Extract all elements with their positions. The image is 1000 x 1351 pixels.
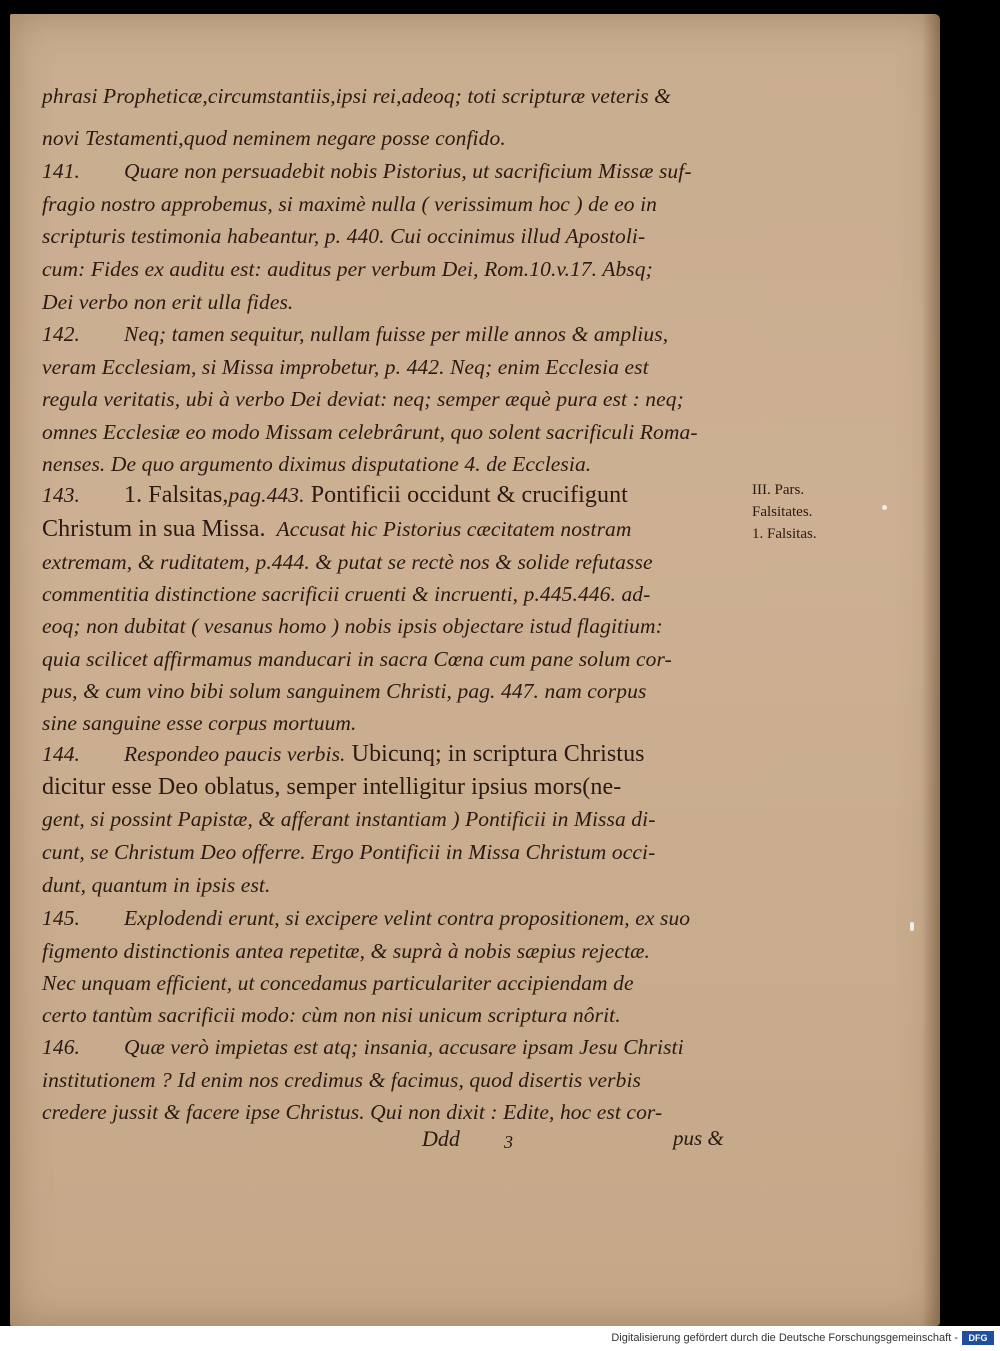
margin-note-falsitas: 1. Falsitas. (752, 526, 817, 542)
text-line: veram Ecclesiam, si Missa improbetur, p. 442. Neq; enim Ecclesia est (42, 355, 649, 379)
text-line (42, 774, 621, 801)
text-span: Explodendi erunt, si excipere velint contra propositionem, ex suo (124, 906, 691, 930)
text-line: sine sanguine esse corpus mortuum. (42, 711, 357, 735)
text-span: Quæ verò impietas est atq; insania, accusare ipsam Jesu Christi (124, 1035, 684, 1059)
text-line: Dei verbo non erit ulla fides. (42, 290, 294, 314)
dust-speck (882, 505, 887, 510)
paragraph-number: 141. (42, 159, 81, 183)
catchword: pus & (673, 1126, 724, 1150)
dfg-logo: DFG (962, 1331, 994, 1345)
text-line: Nec unquam efficient, ut concedamus particulariter accipiendam de (42, 971, 634, 995)
text-span: pag.443. (228, 483, 305, 507)
text-span: Respondeo paucis verbis. (124, 742, 346, 766)
text-line: certo tantùm sacrificii modo: cùm non nisi unicum scriptura nôrit. (42, 1003, 621, 1027)
paragraph-number: 144. (42, 742, 81, 766)
text-line: institutionem ? Id enim nos credimus & facimus, quod disertis verbis (42, 1068, 642, 1092)
text-line: quia scilicet affirmamus manducari in sacra Cœna cum pane solum cor- (42, 647, 672, 671)
paragraph-number: 146. (42, 1035, 81, 1059)
text-line: eoq; non dubitat ( vesanus homo ) nobis ipsis objectare istud flagitium: (42, 614, 663, 638)
text-line (42, 516, 632, 543)
text-line: novi Testamenti,quod neminem negare posse confido. (42, 126, 506, 150)
text-line: nenses. De quo argumento diximus disputatione 4. de Ecclesia. (42, 452, 592, 476)
paragraph-142-line (42, 322, 668, 347)
text-span: Neq; tamen sequitur, nullam fuisse per mille annos & amplius, (124, 322, 669, 346)
text-line: figmento distinctionis antea repetitæ, & suprà à nobis sæpius rejectæ. (42, 939, 650, 963)
roman-span: dicitur esse Deo oblatus, semper intelligitur ipsius mors(ne- (42, 774, 622, 800)
signature-number: 3 (504, 1132, 513, 1152)
text-line: cunt, se Christum Deo offerre. Ergo Pontificii in Missa Christum occi- (42, 840, 656, 864)
paragraph-number: 143. (42, 483, 81, 507)
signature-mark: Ddd (422, 1126, 460, 1151)
paragraph-146-line (42, 1035, 684, 1060)
text-line: regula veritatis, ubi à verbo Dei deviat: neq; semper æquè pura est : neq; (42, 387, 684, 411)
roman-span: Ubicunq; in scriptura Christus (345, 741, 645, 767)
text-line: fragio nostro approbemus, si maximè nulla ( verissimum hoc ) de eo in (42, 192, 658, 216)
text-line: commentitia distinctione sacrificii cruenti & incruenti, p.445.446. ad- (42, 582, 651, 606)
paragraph-141-line (42, 159, 692, 184)
text-span: Accusat hic Pistorius cæcitatem nostram (276, 517, 632, 541)
text-line: scripturis testimonia habeantur, p. 440. Cui occinimus illud Apostoli- (42, 224, 646, 248)
margin-note-pars: III. Pars. (752, 482, 805, 498)
text-line: credere jussit & facere ipse Christus. Qui non dixit : Edite, hoc est cor- (42, 1100, 663, 1124)
dust-speck (910, 922, 914, 931)
margin-note-falsitates: Falsitates. (752, 504, 813, 520)
text-line: extremam, & ruditatem, p.444. & putat se rectè nos & solide refutasse (42, 550, 653, 574)
text-line: cum: Fides ex auditu est: auditus per verbum Dei, Rom.10.v.17. Absq; (42, 257, 653, 281)
paragraph-144-line (42, 741, 645, 768)
book-page (10, 14, 940, 1326)
text-line: pus, & cum vino bibi solum sanguinem Christi, pag. 447. nam corpus (42, 679, 647, 703)
paragraph-number: 145. (42, 906, 81, 930)
text-line: phrasi Propheticæ,circumstantiis,ipsi rei,adeoq; toti scripturæ veteris & (42, 84, 671, 108)
text-span: Quare non persuadebit nobis Pistorius, ut sacrificium Missæ suf- (124, 159, 692, 183)
text-line: omnes Ecclesiæ eo modo Missam celebrârunt, quo solent sacrificuli Roma- (42, 420, 698, 444)
roman-span: 1. Falsitas, (124, 482, 229, 508)
paragraph-number: 142. (42, 322, 81, 346)
funding-notice: Digitalisierung gefördert durch die Deutsche Forschungsgemeinschaft - (611, 1332, 958, 1344)
roman-span: Christum in sua Missa. (42, 516, 266, 542)
text-line: dunt, quantum in ipsis est. (42, 873, 271, 897)
paragraph-143-line (42, 482, 628, 509)
footer-bar (0, 1326, 1000, 1351)
paragraph-145-line (42, 906, 690, 931)
roman-span: Pontificii occidunt & crucifigunt (304, 482, 628, 508)
text-line: gent, si possint Papistæ, & afferant instantiam ) Pontificii in Missa di- (42, 807, 656, 831)
